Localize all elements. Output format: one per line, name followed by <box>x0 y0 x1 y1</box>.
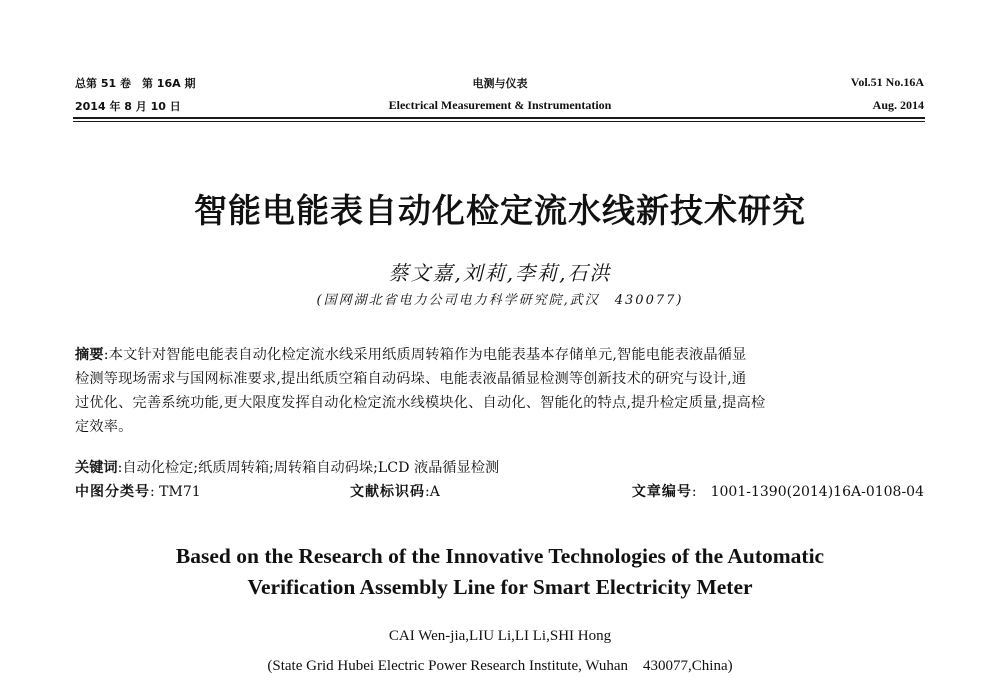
abstract-line-1: 摘要:本文针对智能电能表自动化检定流水线采用纸质周转箱作为电能表基本存储单元,智能电能表液晶循显 <box>75 347 747 363</box>
abstract-line-4: 定效率。 <box>75 419 133 435</box>
header-volume-issue-en: Vol.51 No.16A <box>850 75 924 89</box>
header-rule-thick <box>73 117 925 119</box>
header-rule-thin <box>73 121 925 122</box>
affiliation-en: (State Grid Hubei Electric Power Research Institute, Wuhan 430077,China) <box>267 658 733 674</box>
abstract-line-2: 检测等现场需求与国网标准要求,提出纸质空箱自动码垛、电能表液晶循显检测等创新技术的研究与设计,通 <box>75 371 747 387</box>
abstract <box>75 343 925 439</box>
clc-value: : TM71 <box>150 484 201 500</box>
abstract-line-3: 过优化、完善系统功能,更大限度发挥自动化检定流水线模块化、自动化、智能化的特点,提升检定质量,提高检 <box>75 395 766 411</box>
header-volume-issue-cn: 总第 51 卷 第 16A 期 <box>75 77 196 90</box>
header-journal-cn: 电测与仪表 <box>472 77 528 90</box>
clc-label: 中图分类号 <box>75 484 150 500</box>
clc-number <box>75 481 201 501</box>
document-code-value: :A <box>425 484 440 500</box>
affiliation-cn: (国网湖北省电力公司电力科学研究院,武汉 430077) <box>316 293 684 308</box>
abstract-label: 摘要 <box>75 347 104 363</box>
keywords-label: 关键词 <box>75 460 118 476</box>
header-journal-en: Electrical Measurement & Instrumentation <box>388 98 612 112</box>
article-number-label: 文章编号 <box>631 484 692 500</box>
paper-title-en-line-1: Based on the Research of the Innovative Technologies of the Automatic <box>175 544 825 568</box>
document-code <box>350 481 440 501</box>
keywords-text: :自动化检定;纸质周转箱;周转箱自动码垛;LCD 液晶循显检测 <box>117 460 500 476</box>
authors-cn: 蔡文嘉,刘莉,李莉,石洪 <box>388 261 612 285</box>
paper-title-cn: 智能电能表自动化检定流水线新技术研究 <box>194 191 806 230</box>
article-number <box>632 481 924 501</box>
header-date-en: Aug. 2014 <box>872 98 924 112</box>
header-date-cn: 2014 年 8 月 10 日 <box>75 100 181 113</box>
paper-title-en <box>0 541 1000 603</box>
document-code-label: 文献标识码 <box>350 484 425 500</box>
paper-title-en-line-2: Verification Assembly Line for Smart Electricity Meter <box>247 575 753 599</box>
authors-en: CAI Wen-jia,LIU Li,LI Li,SHI Hong <box>388 628 612 644</box>
keywords <box>75 457 925 477</box>
article-number-value: : 1001-1390(2014)16A-0108-04 <box>691 484 924 500</box>
